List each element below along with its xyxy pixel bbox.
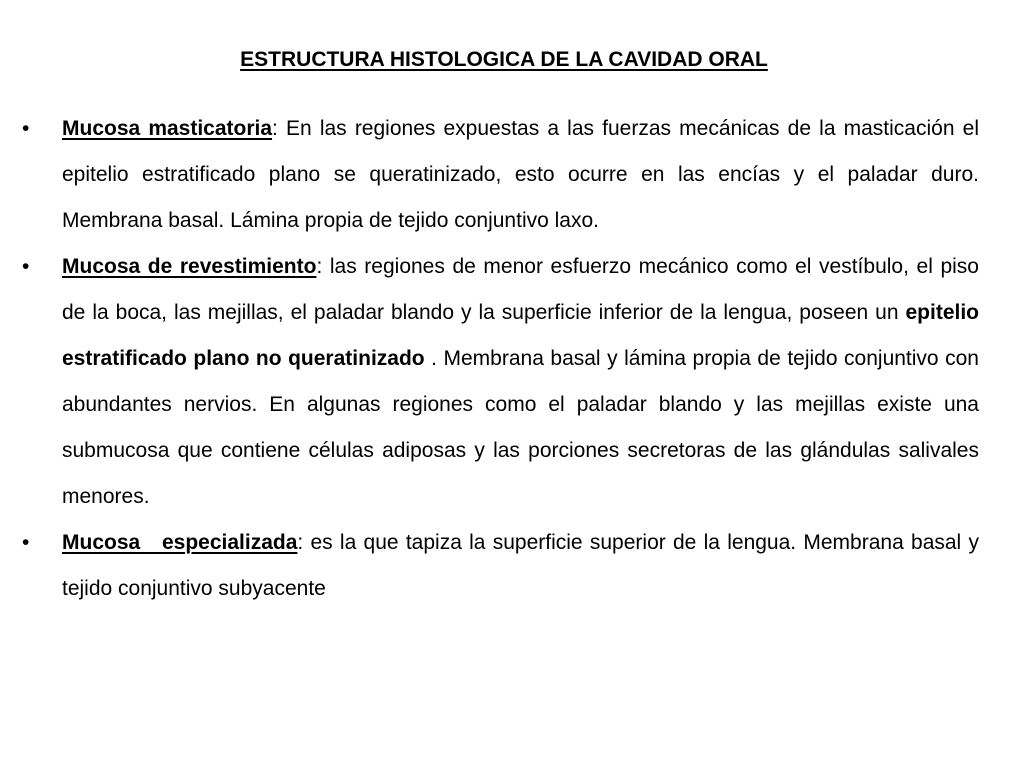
bullet-list: [0, 106, 1024, 612]
bullet-term: Mucosa especializada: [62, 531, 298, 554]
bullet-item-mucosa-masticatoria: [22, 106, 979, 244]
bullet-icon: •: [22, 255, 30, 278]
bullet-term: Mucosa de revestimiento: [62, 255, 317, 278]
slide-title: ESTRUCTURA HISTOLOGICA DE LA CAVIDAD ORAL: [240, 48, 768, 71]
bullet-text: : las regiones de menor esfuerzo mecánico como el vestíbulo, el piso de la boca, las mejillas, el paladar blando y la superficie inferior de la lengua, poseen un: [62, 255, 979, 324]
bullet-icon: •: [22, 117, 30, 140]
bullet-text: : es la que tapiza la superficie superior de la lengua. Membrana basal y tejido conjuntivo subyacente: [62, 531, 979, 600]
bullet-term: Mucosa masticatoria: [62, 117, 273, 140]
bullet-text: . Membrana basal y lámina propia de tejido conjuntivo con abundantes nervios. En algunas regiones como el paladar blando y las mejillas existe una submucosa que contiene células adiposas y las porciones secretoras de las glándulas salivales menores.: [62, 347, 979, 508]
bullet-item-mucosa-especializada: [22, 520, 979, 612]
bullet-icon: •: [22, 531, 30, 554]
bullet-emphasis: epitelio estratificado plano no queratinizado: [62, 301, 979, 370]
bullet-text: : En las regiones expuestas a las fuerzas mecánicas de la masticación el epitelio estratificado plano se queratinizado, esto ocurre en las encías y el paladar duro. Membrana basal. Lámina propia de tejido conjuntivo laxo.: [62, 117, 979, 232]
bullet-item-mucosa-revestimiento: [22, 244, 979, 520]
